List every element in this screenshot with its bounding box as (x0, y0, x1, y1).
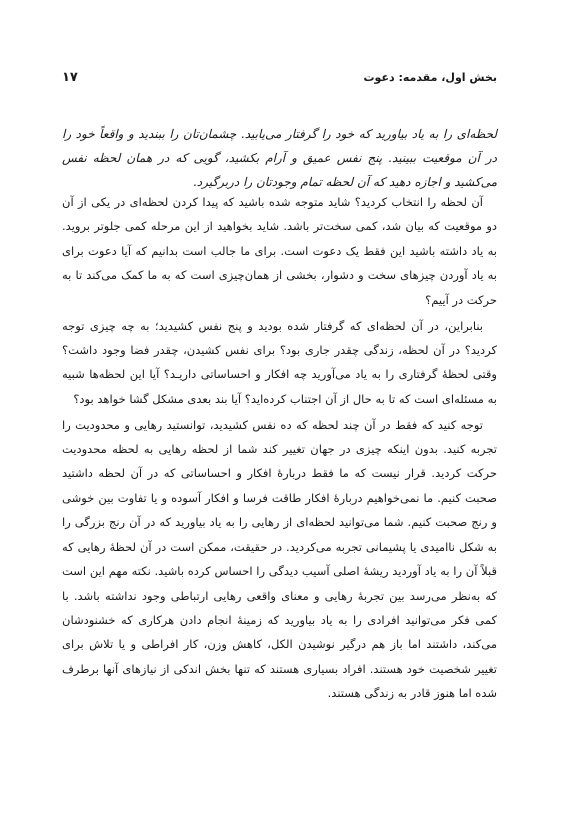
paragraph-1: آن لحظه را انتخاب کردید؟ شاید متوجه شده باشید که پیدا کردن لحظه‌ای در یکی از آن دو موقعیت که بیان شد، کمی سخت‌تر باشد. شاید بخواهید از این مرحله کمی جلوتر بروید. به یاد داشته باشید این فقط یک دعوت است. برای ما جالب است بدانیم که آیا دعوت برای به یاد آوردن چیزهای سخت و دشوار، بخشی از همان‌چیزی است که به ما کمک می‌کند تا به حرکت در آییم؟ (62, 195, 497, 307)
page-number: ۱۷ (62, 69, 78, 85)
running-head: بخش اول، مقدمه: دعوت (363, 70, 497, 84)
paragraph-2: بنابراین، در آن لحظه‌ای که گرفتار شده بودید و پنج نفس کشیدید؛ به چه چیزی توجه کردید؟ در آن لحظه، زندگی چقدر جاری بود؟ برای نفس کشیدن، چقدر فضا وجود داشت؟ وقتی لحظهٔ گرفتاری را به یاد می‌آورید چه افکار و احساساتی داریـد؟ آیا این لحظه‌ها شبیه به مسئله‌ای است که تا به حال از آن اجتناب کرده‌اید؟ آیا بند بعدی مشکل گشا خواهد بود؟ (62, 318, 497, 406)
paragraph-3: توجه کنید که فقط در آن چند لحظه که ده نفس کشیدید، توانستید رهایی و محدودیت را تجربه کنید. بدون اینکه چیزی در جهان تغییر کند شما از لحظه رهایی به لحظه محدودیت حرکت کردید. قرار نیست که ما فقط دربارهٔ افکار و احساساتی که در آن لحظه داشتید صحبت کنیم. ما نمی‌خواهیم دربارهٔ افکار طاقت فرسا و افکار آسوده و یا تفاوت بین خوشی و رنج صحبت کنیم. شما می‌توانید لحظه‌ای از رهایی را به یاد بیاورید که در آن رنج بزرگی را به شکل ناامیدی یا پشیمانی تجربه می‌کردید. در حقیقت، ممکن است در آن لحظهٔ رهایی که قبلاً آن را به یاد آوردید ریشهٔ اصلی آسیب دیدگی را احساس کرده باشید. نکته مهم این است که به‌نظر می‌رسد بین تجربهٔ رهایی و معنای واقعی رهایی ارتباطی وجود نداشته باشد. با کمی فکر می‌توانید افرادی را به یاد بیاورید که زمینهٔ انجام دادن هرکاری که خشنودشان می‌کند، داشتند اما باز هم درگیر نوشیدن الکل، کاهش وزن، کار افراطی و یا تلاش برای تغییر شخصیت خود هستند. افراد بسیاری هستند که تنها بخش اندکی از نیازهای آنها برطرف شده اما هنوز قادر به زندگی هستند. (62, 417, 497, 701)
italic-intro-paragraph: لحظه‌ای را به یاد بیاورید که خود را گرفتار می‌یابید. چشمان‌تان را ببندید و واقعاً خود را در آن موقعیت ببینید. پنج نفس عمیق و آرام بکشید، گویی که در همان لحظه نفس می‌کشید و اجازه دهید که آن لحظه تمام وجودتان را دربرگیرد. (62, 127, 497, 189)
body-text (62, 190, 497, 707)
page-header (62, 66, 497, 88)
